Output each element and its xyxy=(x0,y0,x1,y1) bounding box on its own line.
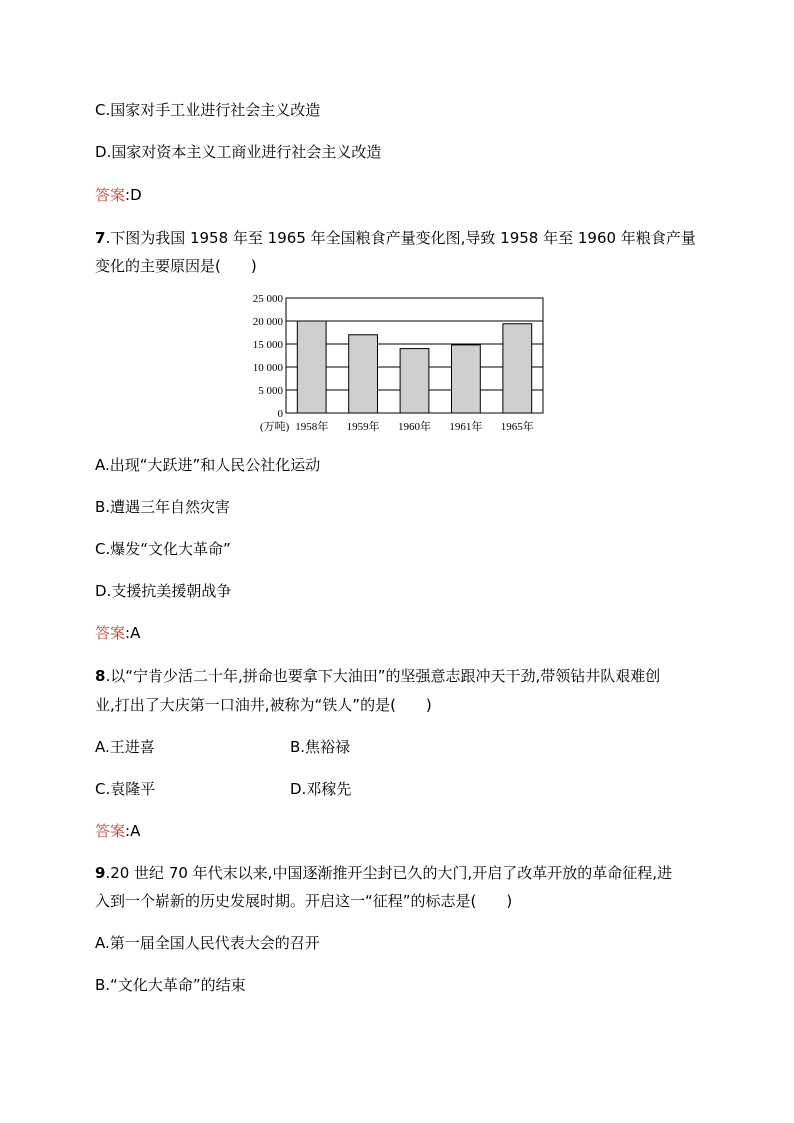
y-tick-label: 20 000 xyxy=(252,316,283,328)
chart-y-ticks xyxy=(253,293,284,420)
q7-option-b: B.遭遇三年自然灾害 xyxy=(95,498,231,516)
q6-answer xyxy=(95,185,142,205)
bar-1960年 xyxy=(400,349,429,413)
q7-answer xyxy=(95,623,140,643)
chart-y-unit: (万吨) xyxy=(260,421,290,433)
q8-option-a: A.王进喜 xyxy=(95,738,155,756)
q8-stem-text1: .以“宁肯少活二十年,拼命也要拿下大油田”的坚强意志跟冲天干劲,带领钻井队艰难创 xyxy=(105,667,661,685)
x-category-label: 1958年 xyxy=(295,421,329,433)
bar-1959年 xyxy=(349,335,378,413)
q9-stem-line1 xyxy=(95,863,672,883)
answer-value: :D xyxy=(125,186,142,204)
q8-answer xyxy=(95,821,140,841)
bar-1961年 xyxy=(452,345,481,413)
q8-stem-line1 xyxy=(95,666,660,686)
q6-option-d: D.国家对资本主义工商业进行社会主义改造 xyxy=(95,143,382,161)
answer-value: :A xyxy=(125,822,141,840)
bar-1958年 xyxy=(297,321,326,413)
answer-value: :A xyxy=(125,624,141,642)
q7-option-d: D.支援抗美援朝战争 xyxy=(95,582,232,600)
q7-option-a: A.出现“大跃进”和人民公社化运动 xyxy=(95,456,321,474)
y-tick-label: 0 xyxy=(277,408,283,420)
q7-number: 7 xyxy=(95,229,106,247)
answer-label: 答案 xyxy=(95,186,126,204)
x-category-label: 1965年 xyxy=(500,421,534,433)
q8-stem-line2: 业,打出了大庆第一口油井,被称为“铁人”的是( ) xyxy=(95,696,432,714)
x-category-label: 1960年 xyxy=(398,421,431,433)
answer-label: 答案 xyxy=(95,624,126,642)
answer-label: 答案 xyxy=(95,822,126,840)
y-tick-label: 25 000 xyxy=(252,293,283,305)
q9-option-a: A.第一届全国人民代表大会的召开 xyxy=(95,934,320,952)
x-category-label: 1961年 xyxy=(449,421,483,433)
y-tick-label: 10 000 xyxy=(252,362,283,374)
bar-1965年 xyxy=(503,324,532,413)
chart-x-categories xyxy=(295,419,534,433)
y-tick-label: 15 000 xyxy=(252,339,283,351)
q8-option-b: B.焦裕禄 xyxy=(290,738,351,756)
q7-stem-line2: 变化的主要原因是( ) xyxy=(95,257,257,275)
grain-output-chart xyxy=(250,290,550,440)
q7-option-c: C.爆发“文化大革命” xyxy=(95,540,231,558)
q9-stem-line2: 入到一个崭新的历史发展时期。开启这一“征程”的标志是( ) xyxy=(95,892,513,910)
q6-option-c: C.国家对手工业进行社会主义改造 xyxy=(95,101,321,119)
q7-stem-line1 xyxy=(95,228,696,248)
q9-option-b: B.“文化大革命”的结束 xyxy=(95,976,246,994)
q9-number: 9 xyxy=(95,864,106,882)
x-category-label: 1959年 xyxy=(346,421,380,433)
q8-option-d: D.邓稼先 xyxy=(290,780,352,798)
q8-number: 8 xyxy=(95,667,106,685)
q9-stem-text1: .20 世纪 70 年代末以来,中国逐渐推开尘封已久的大门,开启了改革开放的革命征程,进 xyxy=(105,864,672,882)
q7-stem-text1: .下图为我国 1958 年至 1965 年全国粮食产量变化图,导致 1958 年至 1960 年粮食产量 xyxy=(105,229,696,247)
y-tick-label: 5 000 xyxy=(258,385,283,397)
q8-option-c: C.袁隆平 xyxy=(95,780,156,798)
